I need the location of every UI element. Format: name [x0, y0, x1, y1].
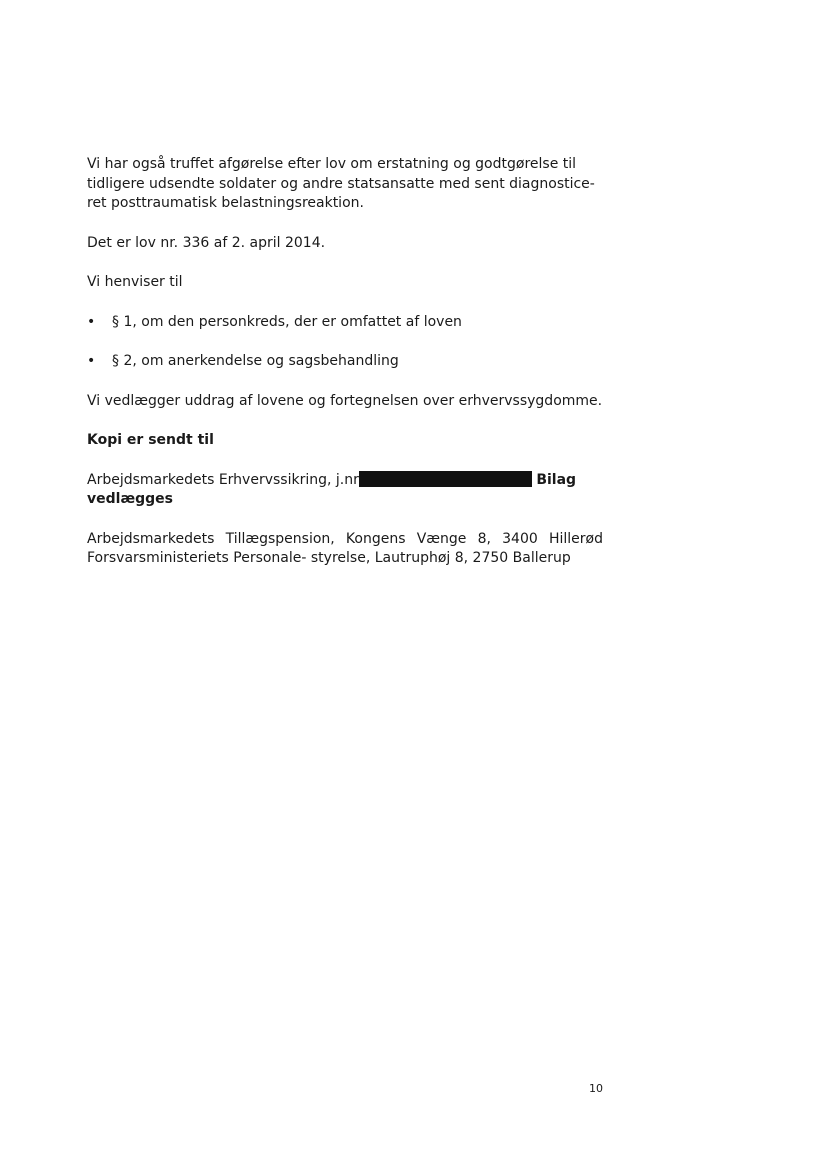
list-item-text: § 2, om anerkendelse og sagsbehandling [112, 353, 399, 369]
letter-body [87, 155, 603, 569]
recipient-erhvervssikring [87, 471, 603, 510]
copy-heading: Kopi er sendt til [87, 432, 214, 448]
bullet-icon: • [87, 313, 96, 330]
list-item-text: § 1, om den personkreds, der er omfattet af loven [112, 313, 462, 330]
law-reference: Det er lov nr. 336 af 2. april 2014. [87, 234, 326, 251]
attachment-label: Bilag [536, 471, 577, 488]
list-item [87, 313, 603, 333]
redaction-block [359, 471, 532, 487]
intro-line-1: Vi har også truffet afgørelse efter lov om erstatning og godtgørelse til [87, 156, 577, 172]
recipient-prefix: Arbejdsmarkedets Erhvervssikring, j.nr [87, 471, 359, 488]
list-item [87, 352, 603, 372]
recipient-tillaegspension: Arbejdsmarkedets Tillægspension, Kongens Vænge 8, 3400 Hillerød [87, 530, 603, 547]
bullet-icon: • [87, 353, 96, 369]
page-number: 10 [589, 1082, 603, 1095]
intro-line-3: ret posttraumatisk belastningsreaktion. [87, 195, 364, 211]
intro-line-2: tidligere udsendte soldater og andre statsansatte med sent diagnostice- [87, 175, 595, 192]
intro-paragraph [87, 155, 603, 214]
attachment-label-continued: vedlægges [87, 491, 173, 507]
attachment-note: Vi vedlægger uddrag af lovene og fortegnelsen over erhvervssygdomme. [87, 392, 603, 409]
section-reference-list [87, 313, 603, 372]
refer-intro: Vi henviser til [87, 274, 183, 290]
recipient-forsvarsministeriet: Forsvarsministeriets Personale- styrelse, Lautruphøj 8, 2750 Ballerup [87, 550, 571, 566]
